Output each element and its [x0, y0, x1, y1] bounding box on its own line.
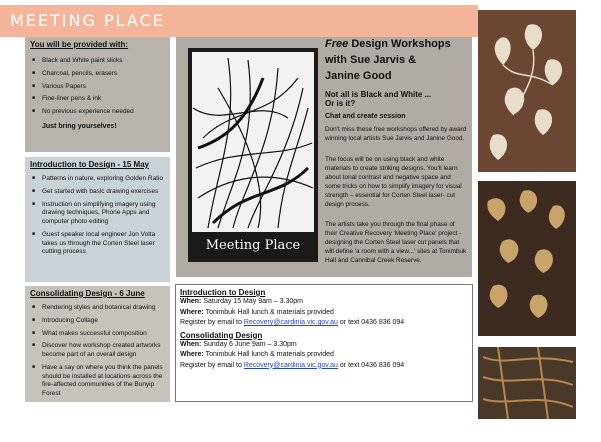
schedule-cons-when: When: Sunday 6 June 9am – 3.30pm	[180, 340, 297, 348]
title-free: Free	[325, 38, 349, 50]
focus-paragraph: The focus will be on using black and white materials to create striking designs. You'll learn about tonal contrast and negative space and some tricks on how to simplify imagery for visual strength – essential for Corten Steel laser- cut design process.	[325, 156, 462, 208]
project-paragraph: The artists take you through the final phase of their Creative Recovery 'Meeting Place' project - designing the Corten Steel laser cut panels that will define 'a room with a view...' sites at Tonimbuk Hall and Cannibal Creek Reserve.	[325, 221, 467, 264]
schedule-intro-heading: Introduction to Design	[180, 288, 266, 297]
list-item: ■ Black and White paint slicks	[42, 57, 165, 66]
grass-artwork-icon	[188, 48, 318, 262]
title-rest: Design Workshops	[351, 38, 451, 50]
list-item: ■ Discover how workshop created artworks become part of an overall design	[42, 342, 165, 360]
page-title: MEETING PLACE	[10, 11, 165, 30]
supplies-note: Just bring yourselves!	[42, 122, 117, 130]
schedule-intro-where: Where: Tonimbuk Hall lunch & materials provided	[180, 308, 334, 316]
intro-heading: Introduction to Design - 15 May	[30, 160, 150, 169]
list-item: ■ Get started with basic drawing exercises	[42, 188, 165, 197]
title-line2: with Sue Jarvis &	[325, 53, 417, 66]
workshop-title	[325, 37, 475, 85]
list-item: ■ No previous experience needed	[42, 108, 165, 117]
consolidating-list	[30, 304, 165, 399]
workshop-subtitle	[325, 90, 475, 108]
list-item: ■ What makes successful composition	[42, 330, 165, 339]
leaf-panel-icon	[478, 347, 576, 419]
intro-panel	[25, 157, 170, 282]
schedule-intro-register: Register by email to Recovery@cardinia.vic.gov.au or text 0436 836 094	[180, 319, 405, 326]
subtitle-line1: Not all is Black and White ...	[325, 90, 432, 99]
chat-session-label: Chat and create session	[325, 113, 406, 120]
supplies-list	[30, 57, 165, 117]
email-link[interactable]: Recovery@cardinia.vic.gov.au	[243, 319, 338, 326]
list-item: ■ Instruction on simplifying imagery using drawing techniques, Phone Apps and computer photo editing	[42, 201, 165, 227]
subtitle-line2: Or is it?	[325, 99, 356, 108]
intro-list	[30, 175, 165, 257]
schedule-cons-heading: Consolidating Design	[180, 330, 263, 340]
leaf-panel-icon	[478, 181, 576, 336]
list-item: ■ Various Papers	[42, 83, 165, 92]
leaf-panel-icon	[478, 10, 576, 172]
intro-paragraph: Don't miss these free workshops offered by award winning local artists Sue Jarvis and Janine Good.	[325, 126, 467, 142]
supplies-panel	[25, 37, 170, 152]
consolidating-heading: Consolidating Design - 6 June	[30, 289, 145, 298]
list-item: ■ Rendering styles and botanical drawing	[42, 304, 165, 313]
schedule-cons-where: Where: Tonimbuk Hall lunch & materials provided	[180, 351, 334, 358]
artwork-image	[188, 48, 318, 262]
schedule-intro-when: When: Saturday 15 May 9am – 3.30pm	[180, 298, 303, 305]
supplies-heading: You will be provided with:	[30, 40, 129, 49]
corten-panel-photo-bottom	[478, 347, 576, 419]
list-item: ■ Guest speaker local engineer Jon Volta takes us through the Corten Steel laser cutting process	[42, 231, 165, 257]
email-link[interactable]: Recovery@cardinia.vic.gov.au	[243, 361, 338, 369]
schedule-cons-register: Register by email to Recovery@cardinia.vic.gov.au or text 0436 836 094	[180, 361, 405, 369]
consolidating-panel	[25, 286, 170, 402]
schedule-box	[175, 284, 473, 402]
corten-leaf-photo-middle	[478, 181, 576, 336]
artwork-caption: Meeting Place	[205, 238, 301, 253]
list-item: ■ Have a say on where you think the panels should be installed at locations across the fire-affected communities of the Bunyip Forest	[42, 364, 165, 399]
title-line3: Janine Good	[325, 69, 392, 82]
list-item: ■ Charcoal, pencils, erasers	[42, 70, 165, 79]
corten-leaf-photo-top	[478, 10, 576, 172]
list-item: ■ Introducing Collage	[42, 317, 165, 326]
list-item: ■ Patterns in nature, exploring Golden Ratio	[42, 175, 165, 184]
list-item: ■ Fine-liner pens & ink	[42, 95, 165, 104]
